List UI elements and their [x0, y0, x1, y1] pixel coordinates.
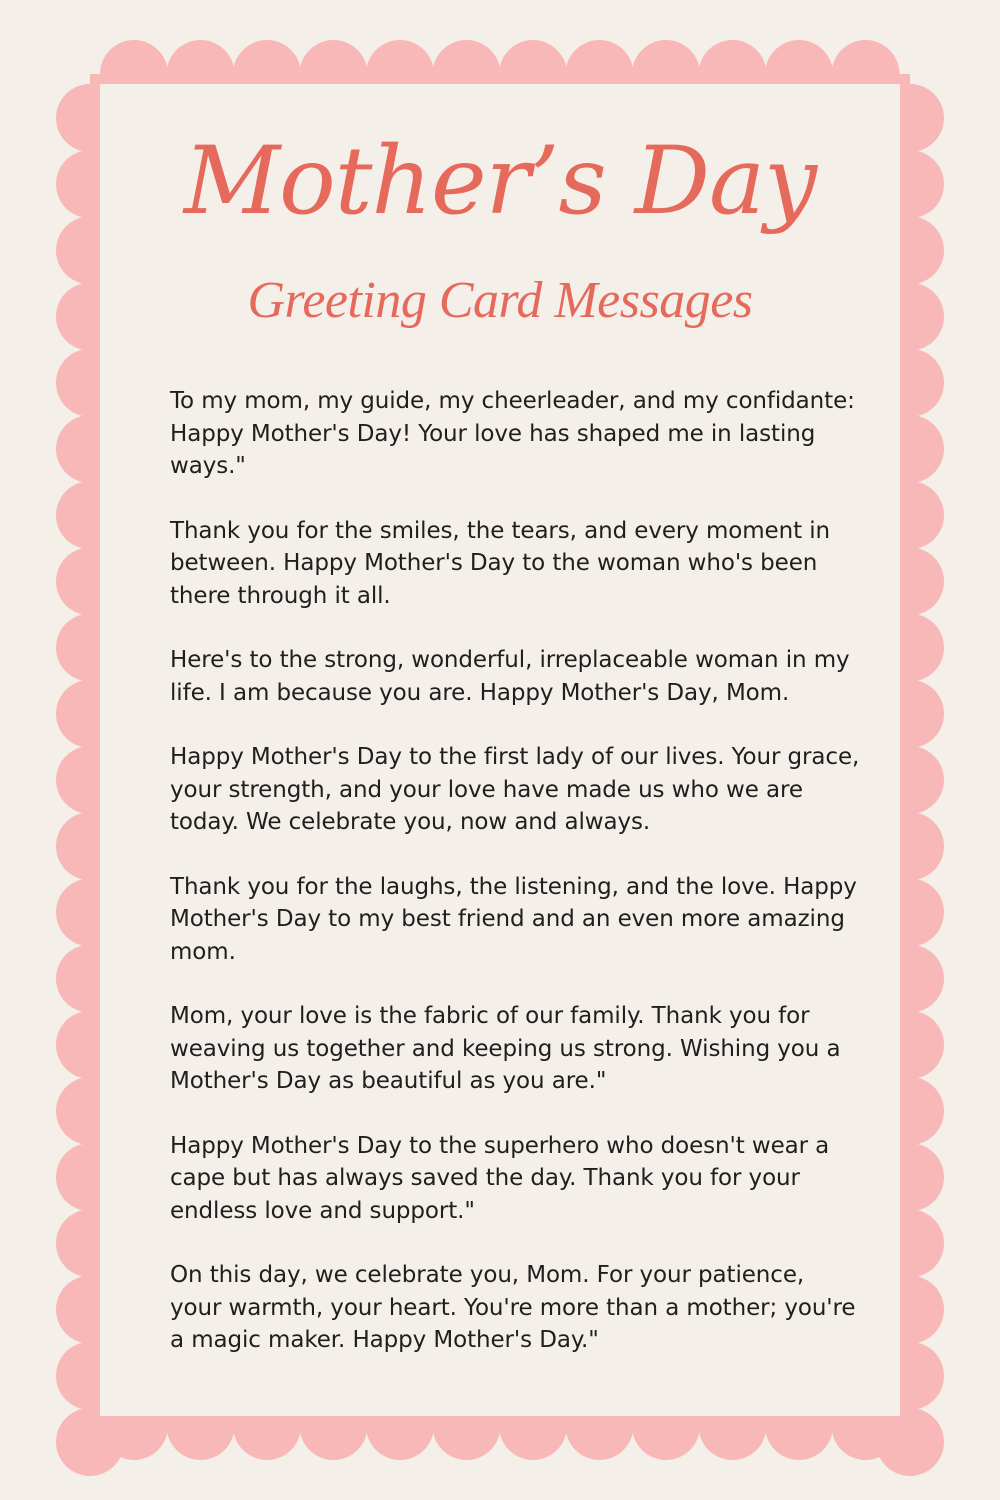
message-3: Here's to the strong, wonderful, irreplaceable woman in my life. I am because you are. Happy Mother's Day, Mom. — [170, 647, 850, 706]
message-6: Mom, your love is the fabric of our family. Thank you for weaving us together and keeping us strong. Wishing you a Mother's Day as beautiful as you are." — [170, 1003, 841, 1094]
message-4: Happy Mother's Day to the first lady of our lives. Your grace, your strength, and your love have made us who we are today. We celebrate you, now and always. — [170, 744, 860, 835]
scallop-left — [56, 1408, 124, 1476]
message-7: Happy Mother's Day to the superhero who doesn't wear a cape but has always saved the day. Thank you for your endless love and support." — [170, 1132, 830, 1224]
message-5: Thank you for the laughs, the listening, and the love. Happy Mother's Day to my best friend and an even more amazing mom. — [170, 873, 857, 965]
message-list — [170, 385, 860, 1389]
page-title: Mother’s Day — [183, 127, 817, 236]
page-subtitle: Greeting Card Messages — [247, 272, 753, 329]
message-2: Thank you for the smiles, the tears, and every moment in between. Happy Mother's Day to the woman who's been there through it all. — [170, 517, 830, 609]
scallop-right — [876, 1408, 944, 1476]
message-8: On this day, we celebrate you, Mom. For your patience, your warmth, your heart. You're more than a mother; you're a magic maker. Happy Mother's Day." — [170, 1262, 856, 1353]
message-1: To my mom, my guide, my cheerleader, and my confidante: Happy Mother's Day! Your love has shaped me in lasting ways." — [170, 388, 855, 479]
